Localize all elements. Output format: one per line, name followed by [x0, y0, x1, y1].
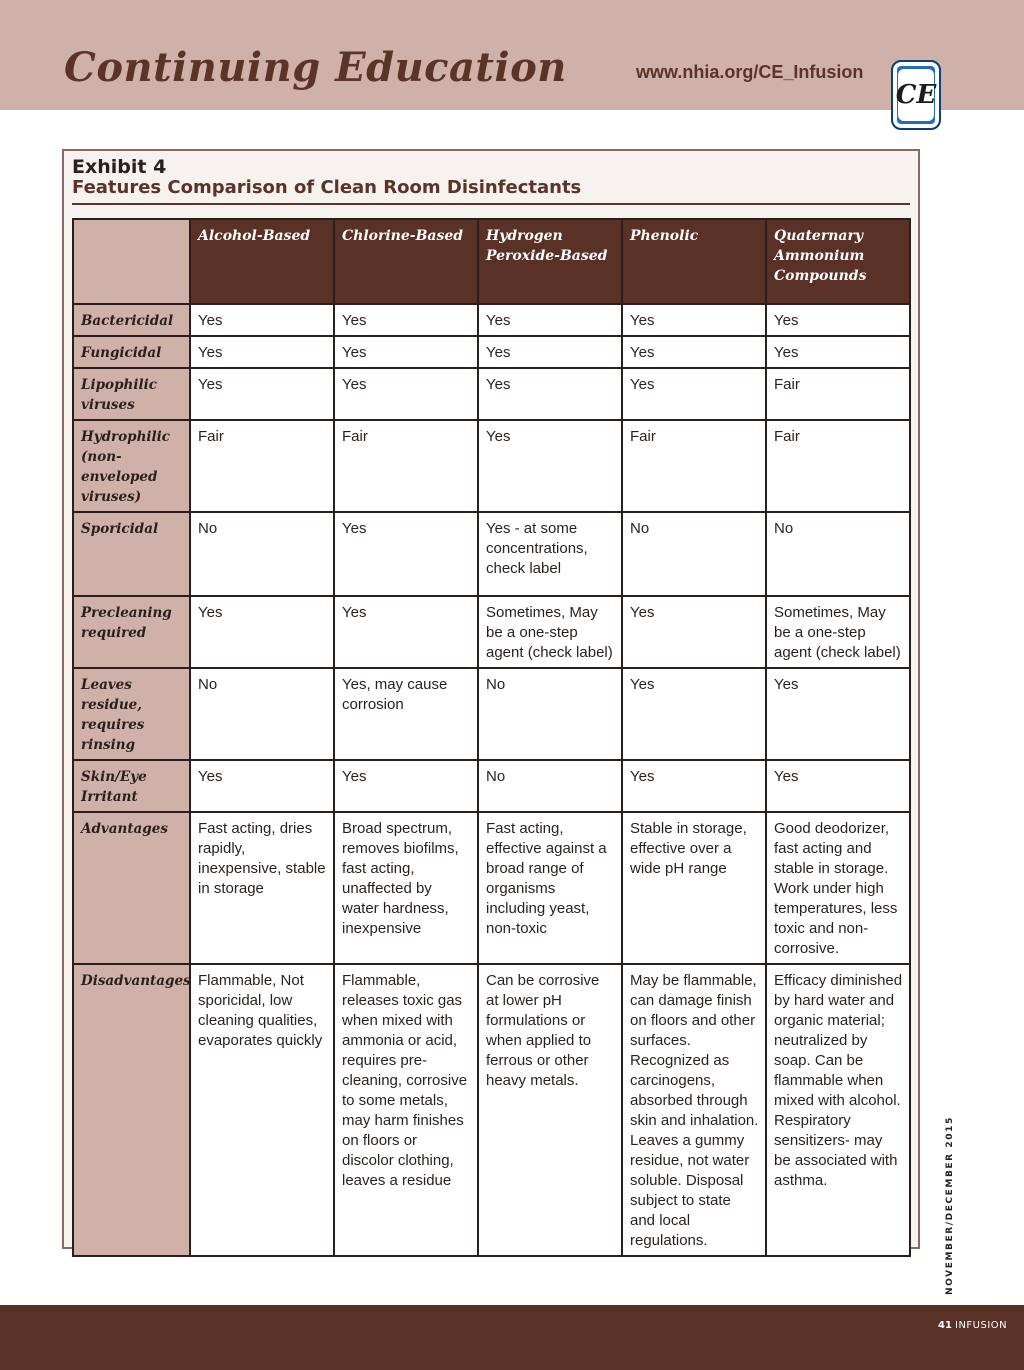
ce-logo-icon	[891, 60, 941, 130]
table-cell: Yes	[766, 336, 910, 368]
table-cell: Yes	[334, 760, 478, 812]
table-cell: Flammable, Not sporicidal, low cleaning qualities, evaporates quickly	[190, 964, 334, 1256]
table-row	[73, 596, 910, 668]
table-cell: Broad spectrum, removes biofilms, fast acting, unaffected by water hardness, inexpensive	[334, 812, 478, 964]
table-row	[73, 812, 910, 964]
table-cell: No	[478, 760, 622, 812]
masthead-url[interactable]: www.nhia.org/CE_Infusion	[636, 62, 864, 82]
table-cell: Yes	[622, 596, 766, 668]
issue-date: NOVEMBER/DECEMBER 2015	[945, 1116, 955, 1295]
table-cell: Fast acting, effective against a broad range of organisms including yeast, non-toxic	[478, 812, 622, 964]
row-label: Disadvantages	[73, 964, 190, 1256]
column-header-alcohol: Alcohol-Based	[190, 219, 334, 304]
row-label: Bactericidal	[73, 304, 190, 336]
table-cell: Yes	[190, 304, 334, 336]
table-cell: Yes	[622, 668, 766, 760]
table-row	[73, 368, 910, 420]
table-cell: Yes	[478, 304, 622, 336]
table-cell: Yes	[478, 368, 622, 420]
table-cell: Yes	[190, 368, 334, 420]
table-row	[73, 760, 910, 812]
table-cell: No	[766, 512, 910, 596]
table-cell: Fair	[190, 420, 334, 512]
table-cell: Fair	[766, 420, 910, 512]
title-divider	[72, 203, 910, 205]
magazine-name: INFUSION	[955, 1320, 1008, 1331]
table-cell: Yes - at some concentrations, check label	[478, 512, 622, 596]
column-header-quaternary-ammonium: Quaternary Ammonium Compounds	[766, 219, 910, 304]
table-cell: No	[190, 512, 334, 596]
table-cell: Fair	[334, 420, 478, 512]
table-cell: May be flammable, can damage finish on floors and other surfaces. Recognized as carcinogens, absorbed through skin and inhalation. Leaves a gummy residue, not water soluble. Disposal subject to state and local regulations.	[622, 964, 766, 1256]
table-cell: Good deodorizer, fast acting and stable in storage. Work under high temperatures, less toxic and non-corrosive.	[766, 812, 910, 964]
masthead-title: Continuing Education	[64, 44, 567, 91]
table-cell: Yes	[334, 336, 478, 368]
table-row	[73, 420, 910, 512]
table-cell: Yes	[334, 512, 478, 596]
table-cell: Fast acting, dries rapidly, inexpensive, stable in storage	[190, 812, 334, 964]
column-header-chlorine: Chlorine-Based	[334, 219, 478, 304]
table-cell: Can be corrosive at lower pH formulations or when applied to ferrous or other heavy metals.	[478, 964, 622, 1256]
table-cell: Flammable, releases toxic gas when mixed with ammonia or acid, requires pre-cleaning, corrosive to some metals, may harm finishes on floors or discolor clothing, leaves a residue	[334, 964, 478, 1256]
row-label: Lipophilic viruses	[73, 368, 190, 420]
table-cell: Yes	[334, 304, 478, 336]
table-cell: Yes	[334, 368, 478, 420]
table-cell: Yes	[190, 596, 334, 668]
table-cell: Fair	[766, 368, 910, 420]
table-cell: Yes	[622, 336, 766, 368]
row-label: Skin/Eye Irritant	[73, 760, 190, 812]
table-cell: Yes	[478, 336, 622, 368]
table-cell: Yes	[190, 760, 334, 812]
table-cell: Yes	[766, 304, 910, 336]
table-header-row	[73, 219, 910, 304]
table-corner-cell	[73, 219, 190, 304]
column-header-hydrogen-peroxide: Hydrogen Peroxide-Based	[478, 219, 622, 304]
table-cell: Yes	[334, 596, 478, 668]
table-cell: Sometimes, May be a one-step agent (check label)	[766, 596, 910, 668]
table-cell: Yes	[766, 760, 910, 812]
row-label: Advantages	[73, 812, 190, 964]
table-row	[73, 336, 910, 368]
table-cell: Yes	[622, 760, 766, 812]
table-cell: Yes	[190, 336, 334, 368]
table-cell: Yes	[622, 368, 766, 420]
table-cell: No	[478, 668, 622, 760]
ce-logo-text: CE	[898, 69, 934, 121]
table-cell: No	[190, 668, 334, 760]
table-row	[73, 964, 910, 1256]
table-cell: Yes, may cause corrosion	[334, 668, 478, 760]
row-label: Hydrophilic (non-enveloped viruses)	[73, 420, 190, 512]
table-cell: No	[622, 512, 766, 596]
table-cell: Yes	[766, 668, 910, 760]
table-row	[73, 668, 910, 760]
row-label: Sporicidal	[73, 512, 190, 596]
table-cell: Yes	[478, 420, 622, 512]
table-row	[73, 304, 910, 336]
row-label: Precleaning required	[73, 596, 190, 668]
table-cell: Fair	[622, 420, 766, 512]
comparison-table	[72, 218, 911, 1257]
footer-band	[0, 1305, 1024, 1370]
table-cell: Stable in storage, effective over a wide pH range	[622, 812, 766, 964]
exhibit-title: Features Comparison of Clean Room Disinfectants	[72, 177, 582, 198]
page-number: 41	[938, 1320, 952, 1331]
column-header-phenolic: Phenolic	[622, 219, 766, 304]
row-label: Leaves residue, requires rinsing	[73, 668, 190, 760]
row-label: Fungicidal	[73, 336, 190, 368]
table-cell: Efficacy diminished by hard water and organic material; neutralized by soap. Can be flammable when mixed with alcohol. Respiratory sensitizers- may be associated with asthma.	[766, 964, 910, 1256]
table-cell: Sometimes, May be a one-step agent (check label)	[478, 596, 622, 668]
table-row	[73, 512, 910, 596]
table-cell: Yes	[622, 304, 766, 336]
exhibit-number: Exhibit 4	[72, 156, 167, 178]
